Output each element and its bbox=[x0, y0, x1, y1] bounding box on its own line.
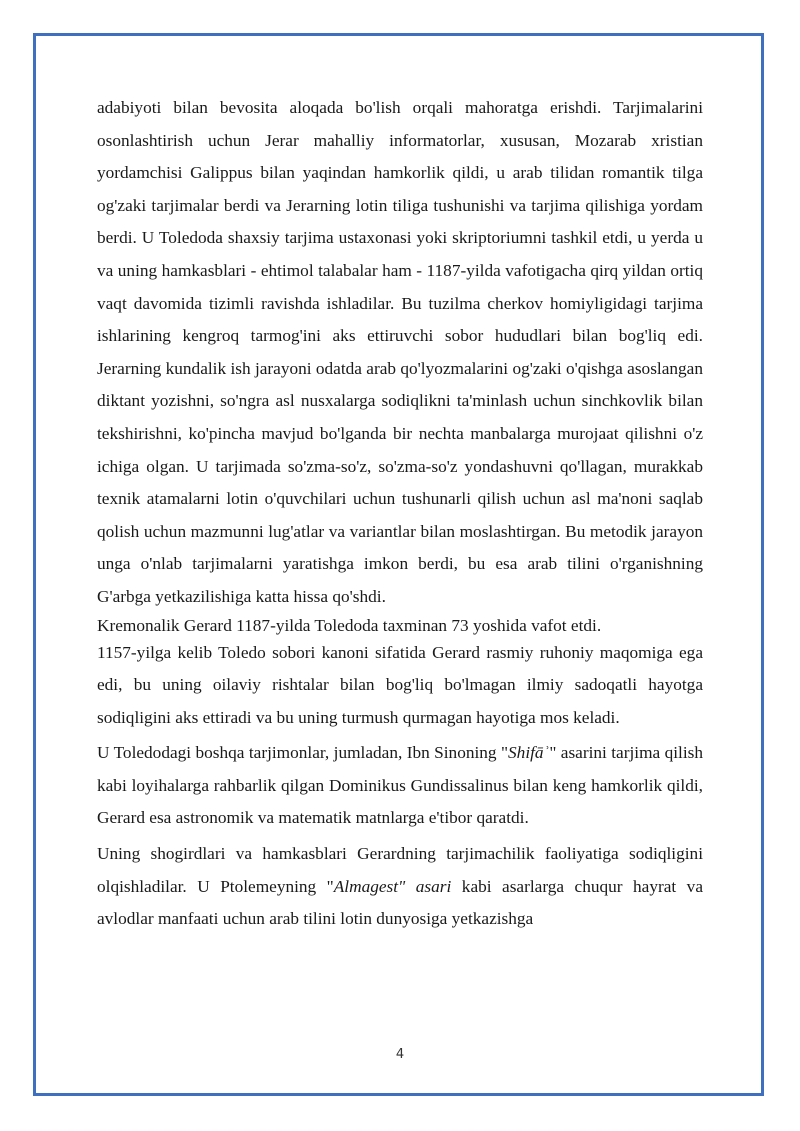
paragraph-4 bbox=[97, 737, 703, 835]
paragraph-5 bbox=[97, 838, 703, 936]
paragraph-4-italic-title: Shifāʾ bbox=[508, 743, 550, 763]
paragraph-4-text-end: " asarini tarjima qilish kabi loyihalarga rahbarlik qilgan Dominikus Gundissalinus bilan keng hamkorlik qildi, Gerard esa astronomik va matematik matnlarga e'tibor qaratdi. bbox=[97, 743, 704, 828]
paragraph-5-text-end: kabi asarlarga chuqur hayrat va avlodlar manfaati uchun arab tilini lotin dunyosiga yetkazishga bbox=[97, 876, 703, 929]
paragraph-1: adabiyoti bilan bevosita aloqada bo'lish orqali mahoratga erishdi. Tarjimalarini osonlashtirish uchun Jerar mahalliy informatorlar, xususan, Mozarab xristian yordamchisi Galippus bilan yaqindan hamkorlik qildi, u arab tilidan romantik tilga og'zaki tarjimalar berdi va Jerarning lotin tiliga tushunishi va tarjima qilishiga yordam berdi. U Toledoda shaxsiy tarjima ustaxonasi yoki skriptoriumni tashkil etdi, u yerda u va uning hamkasblari - ehtimol talabalar ham - 1187-yilda vafotigacha qirq yildan ortiq vaqt davomida tizimli ravishda ishladilar. Bu tuzilma cherkov homiyligidagi tarjima ishlarining kengroq tarmog'ini aks ettiruvchi sobor hududlari bilan bog'liq edi. Jerarning kundalik ish jarayoni odatda arab qo'lyozmalarini og'zaki o'qishga asoslangan diktant yozishni, so'ngra asl nusxalarga sodiqlikni ta'minlash uchun sinchkovlik bilan tekshirishni, ko'pincha mavjud bo'lganda bir nechta manbalarga murojaat qilishni o'z ichiga olgan. U tarjimada so'zma-so'z, so'zma-so'z yondashuvni qo'llagan, murakkab texnik atamalarni lotin o'quvchilari uchun tushunarli qilish uchun asl ma'noni saqlab qolish uchun mazmunni lug'atlar va variantlar bilan moslashtirgan. Bu metodik jarayon unga o'nlab tarjimalarni yaratishga imkon berdi, bu esa arab tilini o'rganishning G'arbga yetkazilishiga katta hissa qo'shdi. bbox=[97, 98, 703, 606]
document-body bbox=[97, 92, 703, 936]
paragraph-2: Kremonalik Gerard 1187-yilda Toledoda taxminan 73 yoshida vafot etdi. bbox=[97, 615, 602, 635]
paragraph-5-italic-title: Almagest" asari bbox=[333, 876, 452, 896]
paragraph-3: 1157-yilga kelib Toledo sobori kanoni sifatida Gerard rasmiy ruhoniy maqomiga ega edi, bu uning oilaviy rishtalar bilan bog'liq bo'lmagan ilmiy sadoqatli hayotga sodiqligini aks ettiradi va bu uning turmush qurmagan hayotiga mos keladi. bbox=[97, 642, 703, 727]
page-number: 4 bbox=[395, 1047, 405, 1062]
paragraph-5-text-start: Uning shogirdlari va hamkasblari Gerardning tarjimachilik faoliyatiga sodiqligini olqishladilar. U Ptolemeyning " bbox=[97, 844, 703, 896]
paragraph-4-text-start: U Toledodagi boshqa tarjimonlar, jumladan, Ibn Sinoning " bbox=[97, 743, 509, 763]
